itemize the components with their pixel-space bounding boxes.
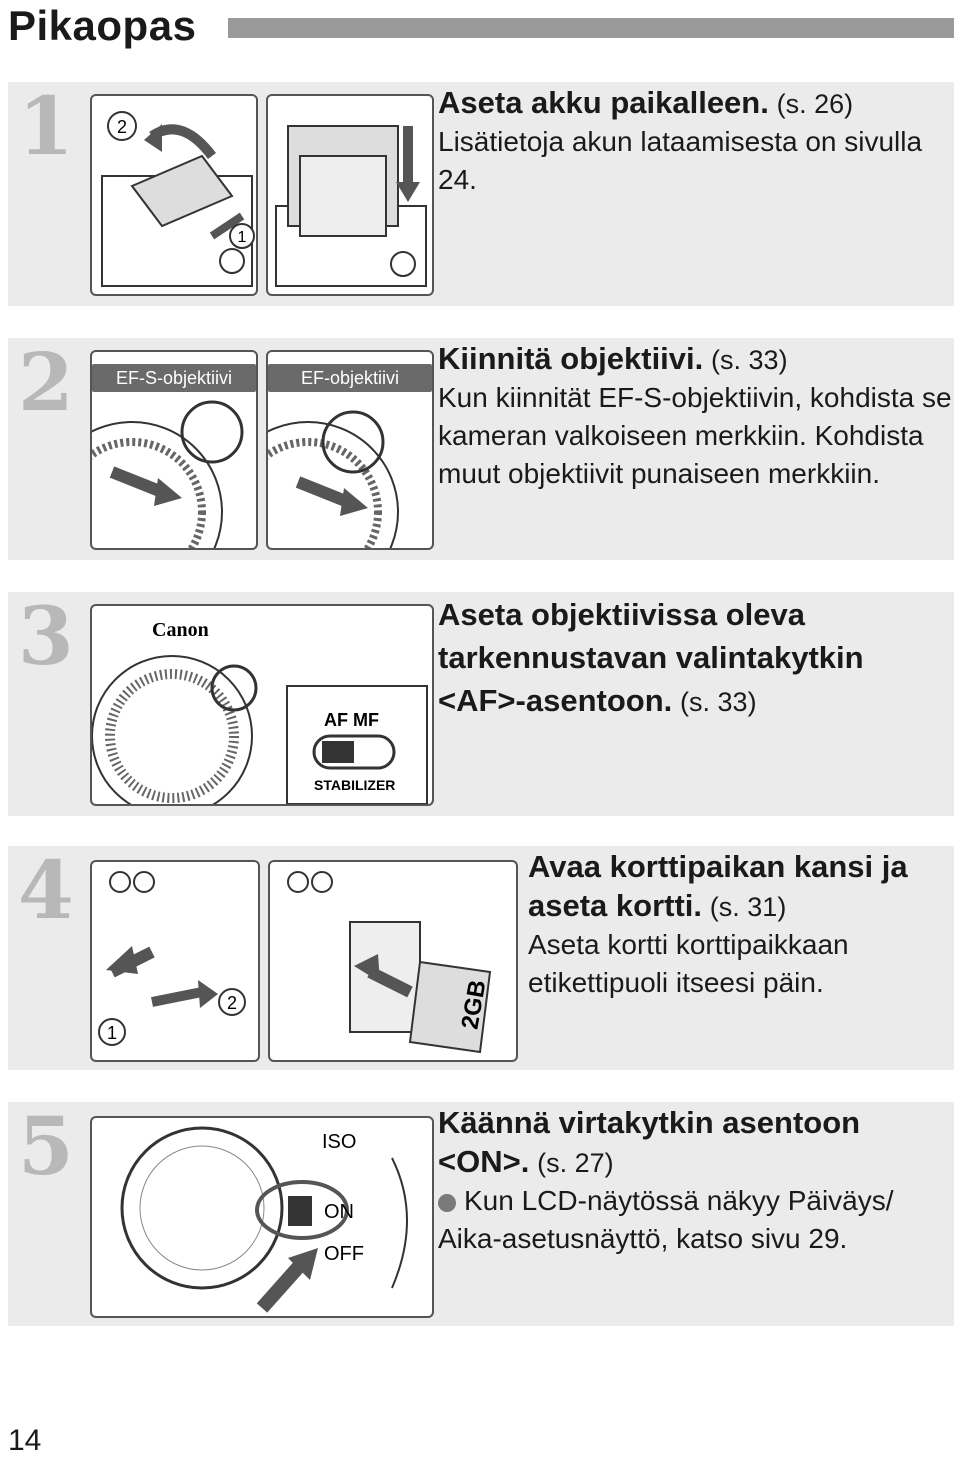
step-3 bbox=[8, 589, 954, 816]
step-bullet: Kun LCD-näytössä näkyy Päiväys/ Aika-asetusnäyttö, katso sivu 29. bbox=[438, 1185, 894, 1254]
step-body: Aseta kortti korttipaikkaan etikettipuoli itseesi päin. bbox=[528, 929, 849, 998]
page-reference: (s. 31) bbox=[709, 892, 787, 922]
card-insert-illustration bbox=[268, 860, 518, 1062]
step-heading: Avaa korttipaikan kansi ja aseta kortti. bbox=[528, 849, 908, 923]
step-5-text bbox=[438, 1104, 953, 1258]
page-reference: (s. 27) bbox=[537, 1148, 614, 1178]
step-2 bbox=[8, 335, 954, 560]
step-4-text bbox=[528, 848, 953, 1002]
svg-text:2: 2 bbox=[226, 993, 238, 1013]
svg-text:1: 1 bbox=[106, 1023, 118, 1043]
svg-text:2GB: 2GB bbox=[456, 977, 492, 1032]
step-heading: Aseta objektiivissa oleva tarkennustavan valintakytkin <AF>-asentoon. bbox=[438, 597, 864, 718]
step-number: 1 bbox=[18, 79, 74, 173]
battery-insert-illustration bbox=[266, 94, 434, 296]
step-number: 5 bbox=[18, 1099, 74, 1193]
svg-text:STABILIZER: STABILIZER bbox=[314, 777, 396, 793]
ef-lens-label: EF-objektiivi bbox=[268, 364, 432, 392]
card-cover-illustration bbox=[90, 860, 260, 1062]
step-4 bbox=[8, 843, 954, 1070]
step-3-text bbox=[438, 594, 953, 723]
step-heading: Kiinnitä objektiivi. bbox=[438, 341, 704, 376]
svg-text:AF MF: AF MF bbox=[324, 710, 379, 730]
step-number: 4 bbox=[18, 843, 74, 937]
page-number: 14 bbox=[8, 1424, 42, 1457]
step-body: Lisätietoja akun lataamisesta on sivulla 24. bbox=[438, 126, 923, 195]
svg-text:1: 1 bbox=[237, 229, 247, 246]
ef-lens-mount-illustration bbox=[266, 350, 434, 550]
step-1-text bbox=[438, 84, 948, 199]
step-heading: Aseta akku paikalleen. bbox=[438, 85, 769, 120]
step-heading: Käännä virtakytkin asentoon <ON>. bbox=[438, 1105, 861, 1179]
step-number: 3 bbox=[18, 589, 74, 683]
title-rule bbox=[228, 18, 954, 38]
page-reference: (s. 26) bbox=[776, 89, 854, 119]
page-reference: (s. 33) bbox=[680, 687, 757, 717]
step-body: Kun kiinnität EF-S-objektiivin, kohdista se kameran valkoiseen merkkiin. Kohdista muut objektiivit punaiseen merkkiin. bbox=[438, 382, 952, 489]
step-1 bbox=[8, 79, 954, 306]
efs-lens-mount-illustration bbox=[90, 350, 258, 550]
svg-text:Canon: Canon bbox=[152, 619, 209, 641]
svg-text:ON: ON bbox=[324, 1201, 354, 1223]
efs-lens-label: EF-S-objektiivi bbox=[92, 364, 256, 392]
page-title: Pikaopas bbox=[8, 2, 197, 49]
page-reference: (s. 33) bbox=[711, 345, 788, 375]
step-2-text bbox=[438, 340, 953, 493]
svg-text:2: 2 bbox=[116, 117, 128, 137]
battery-door-illustration bbox=[90, 94, 258, 296]
power-switch-illustration bbox=[90, 1116, 434, 1318]
svg-text:OFF: OFF bbox=[324, 1243, 364, 1265]
svg-text:ISO: ISO bbox=[322, 1131, 357, 1153]
af-switch-illustration bbox=[90, 604, 434, 806]
bullet-icon bbox=[438, 1194, 456, 1212]
step-number: 2 bbox=[18, 335, 74, 429]
step-5 bbox=[8, 1099, 954, 1326]
